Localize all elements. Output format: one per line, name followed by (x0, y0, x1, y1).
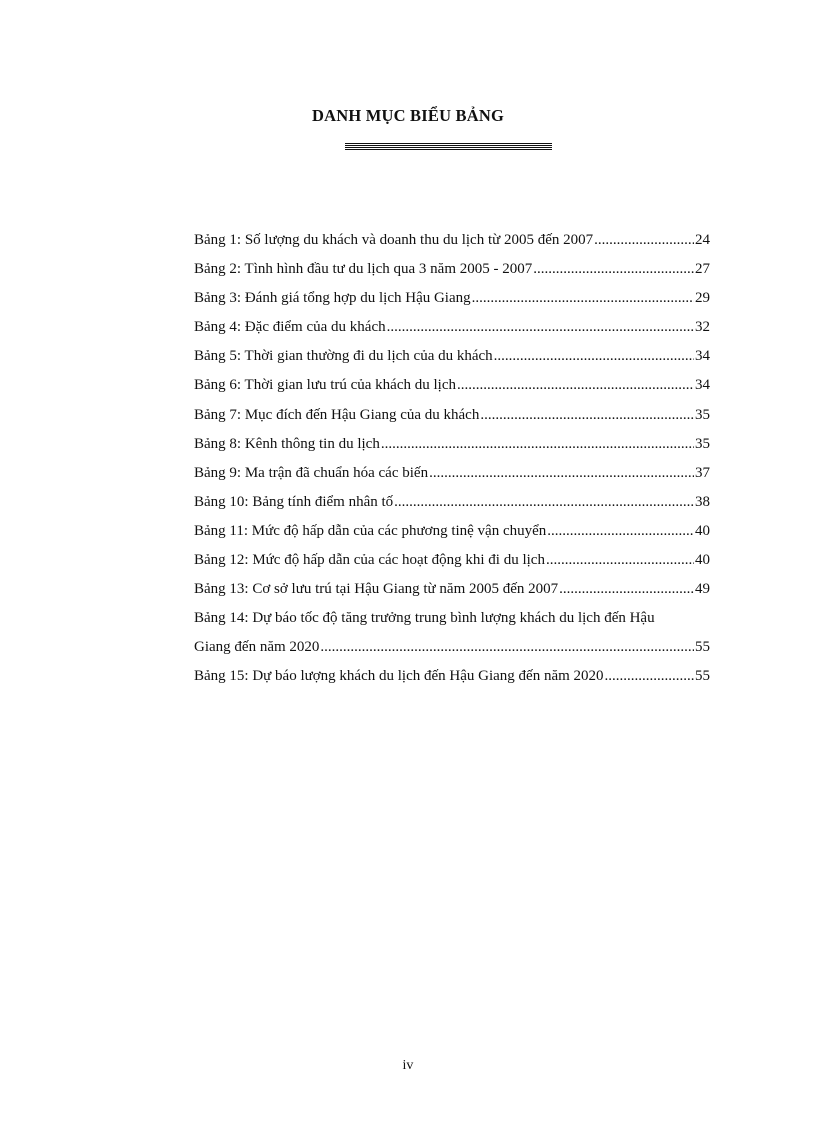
page-number: iv (402, 1058, 414, 1073)
toc-entry-label: Bảng 5: Thời gian thường đi du lịch của du khách (194, 348, 493, 365)
toc-entry-label: Bảng 13: Cơ sở lưu trú tại Hậu Giang từ năm 2005 đến 2007 (194, 581, 559, 598)
dot-leader (546, 550, 694, 570)
toc-entry-label: Bảng 3: Đánh giá tổng hợp du lịch Hậu Giang (194, 290, 471, 307)
toc-entry-label: Bảng 4: Đặc điểm của du khách (194, 319, 386, 336)
toc-entry-label: Bảng 10: Bảng tính điểm nhân tố (194, 493, 394, 510)
dot-leader (457, 375, 694, 395)
dot-leader (429, 463, 694, 483)
toc-entry-label: Bảng 15: Dự báo lượng khách du lịch đến Hậu Giang đến năm 2020 (194, 668, 604, 685)
dot-leader (320, 637, 694, 657)
toc-entry-page: 49 (695, 581, 710, 598)
toc-entry-11[interactable] (194, 521, 710, 550)
dot-leader (559, 579, 694, 599)
toc-entry-page: 29 (695, 290, 710, 307)
toc-entry-label: Bảng 2: Tình hình đầu tư du lịch qua 3 năm 2005 - 2007 (194, 261, 533, 278)
toc-entry-page: 24 (695, 232, 710, 248)
toc-entry-1[interactable] (194, 230, 710, 259)
dot-leader (480, 405, 694, 425)
page-title: DANH MỤC BIỂU BẢNG (312, 106, 504, 125)
dot-leader (594, 230, 694, 250)
toc-entry-7[interactable] (194, 405, 710, 434)
toc-entry-8[interactable] (194, 434, 710, 463)
toc-entry-page: 34 (695, 377, 710, 394)
toc-entry-label: Bảng 11: Mức độ hấp dẫn của các phương tinệ vận chuyển (194, 522, 547, 539)
table-of-contents (194, 230, 710, 696)
toc-entry-10[interactable] (194, 492, 710, 521)
toc-entry-page: 35 (695, 435, 710, 452)
toc-entry-label: Bảng 8: Kênh thông tin du lịch (194, 435, 380, 452)
toc-entry-12[interactable] (194, 550, 710, 579)
toc-entry-label: Bảng 14: Dự báo tốc độ tăng trưởng trung bình lượng khách du lịch đến Hậu (194, 610, 655, 627)
dot-leader (381, 434, 694, 454)
dot-leader (547, 521, 694, 541)
dot-leader (387, 317, 694, 337)
title-underline (345, 143, 552, 151)
toc-entry-2[interactable] (194, 259, 710, 288)
toc-entry-5[interactable] (194, 346, 710, 375)
toc-entry-page: 55 (695, 668, 710, 685)
dot-leader (472, 288, 694, 308)
dot-leader (494, 346, 694, 366)
toc-entry-13[interactable] (194, 579, 710, 608)
toc-entry-page: 55 (695, 639, 710, 656)
toc-entry-page: 40 (695, 552, 710, 569)
toc-entry-page: 40 (695, 522, 710, 539)
toc-entry-label: Bảng 12: Mức độ hấp dẫn của các hoạt động khi đi du lịch (194, 552, 545, 569)
toc-entry-9[interactable] (194, 463, 710, 492)
toc-entry-page: 37 (695, 464, 710, 481)
toc-entry-15[interactable] (194, 666, 710, 695)
dot-leader (605, 666, 694, 686)
toc-entry-label-continued: Giang đến năm 2020 (194, 639, 320, 656)
toc-entry-label: Bảng 1: Số lượng du khách và doanh thu du lịch từ 2005 đến 2007 (194, 232, 594, 248)
toc-entry-page: 27 (695, 261, 710, 278)
toc-entry-label: Bảng 6: Thời gian lưu trú của khách du lịch (194, 377, 456, 394)
toc-entry-page: 38 (695, 493, 710, 510)
toc-entry-page: 35 (695, 406, 710, 423)
toc-entry-page: 34 (695, 348, 710, 365)
dot-leader (394, 492, 694, 512)
toc-entry-3[interactable] (194, 288, 710, 317)
toc-entry-6[interactable] (194, 375, 710, 404)
toc-entry-14[interactable] (194, 608, 710, 666)
toc-entry-label: Bảng 9: Ma trận đã chuẩn hóa các biến (194, 464, 429, 481)
dot-leader (533, 259, 694, 279)
toc-entry-4[interactable] (194, 317, 710, 346)
toc-entry-page: 32 (695, 319, 710, 336)
toc-entry-label: Bảng 7: Mục đích đến Hậu Giang của du khách (194, 406, 480, 423)
